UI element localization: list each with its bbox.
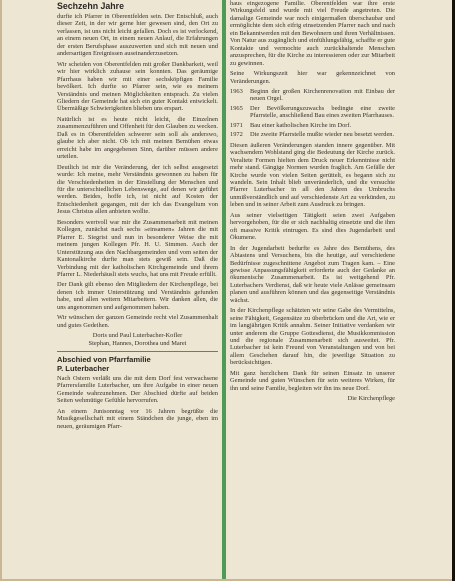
paragraph: Der Dank gilt ebenso den Mitgliedern der Kirchenpflege, bei denen ich immer Unterstützung und Verständnis gefunden habe, und allen weitern Mitarbeitern. Wir danken allen, die uns angenommen und aufgenommen haben. — [57, 281, 218, 311]
timeline-text: Beginn der großen Kirchenrenovation mit Einbau der neuen Orgel. — [250, 87, 395, 103]
paragraph: Diesen äußeren Veränderungen standen innere gegenüber. Mit wachsendem Wohlstand ging die Bedeutung der Kirche zurück. Veraltete Formen hielten dem Druck neuer Erkenntnisse nicht mehr stand. Gängige Normen wurden fraglich. Am Gefälle der Kirche wurde von vielen Seiten gerüttelt, es begann sich zu wandeln. Sein Inhalt blieb unveränderlich, und die versuchte Pfarrer Luterbacher in all den Jahren des Umbruchs unmißverständlich und auf verschiedenste Art zu verkünden, zu leben und in seiner Arbeit zum Ausdruck zu bringen. — [230, 141, 395, 209]
paragraph: Seine Wirkungszeit hier war gekennzeichnet von Veränderungen. — [230, 70, 395, 85]
paragraph: Aus seiner vielseitigen Tätigkeit seien zwei Aufgaben hervorgehoben, für die er sich nachhaltig einsetzte und die ihm oft massive Kritik eintrugen. Es sind dies Jugendarbeit und Ökumene. — [230, 211, 395, 242]
magazine-page — [2, 0, 452, 579]
article-title — [57, 356, 218, 373]
timeline-year: 1965 — [230, 104, 243, 112]
signature-line: Stephan, Hannes, Dorothea und Marei — [88, 339, 187, 347]
timeline-item — [230, 88, 395, 103]
timeline-item — [230, 122, 395, 129]
timeline-year: 1963 — [230, 87, 243, 95]
section-divider — [57, 351, 218, 352]
timeline-list — [230, 88, 395, 139]
left-paragraphs — [57, 13, 218, 329]
timeline-text: Die zweite Pfarrstelle mußte wieder neu besetzt werden. — [250, 131, 395, 139]
paragraph: haus eingezogene Familie. Oberentfelden war ihre erste Wirkungsfeld und wurde mit viel Freude angetreten. Die damalige Gemeinde war noch einigermaßen überschaubar und ermöglichte dem sich eifrig einsetzenden Pfarrer nach und nach ein Bekanntwerden mit den Bewohnern und ihren Verhältnissen. Von Natur aus zugänglich und einfühlungsfähig, schaffte er gute Kontakte und vermochte auch zurückhaltende Menschen anzusprechen, für die Kirche zu interessieren oder zur Mitarbeit zu gewinnen. — [230, 0, 395, 67]
timeline-item — [230, 105, 395, 120]
timeline-text: Der Bevölkerungszuwachs bedingte eine zweite Pfarrstelle, anschließend Bau eines zweiten Pfarrhauses. — [250, 104, 395, 120]
left-column — [57, 0, 218, 579]
kirchenpflege-signature: Die Kirchenpflege — [347, 395, 395, 403]
section-title: Sechzehn Jahre — [57, 1, 124, 11]
paragraph: In der Kirchenpflege schätzten wir seine Gabe des Vermittelns, seine Fähigkeit, Gegensätze zu überbrücken und die Art, wie er im langjährigen Kritik annahm. Seiner Initiative verdanken wir unter anderem die Gruppe Gottesdienst, die Musikkommission und die regionale Zusammenarbeit sich ausweitet. Pfr. Luterbacher ist kein Freund von Veranstaltungen und von bei allem Geschehen darauf hin, die jeweilige Situation zu berücksichtigen. — [230, 307, 395, 367]
paragraph: durfte ich Pfarrer in Oberentfelden sein. Der Entschluß, auch dieser Zeit, in der wir gerne hier gewesen sind, den Ort zu verlassen, ist uns nicht leicht gefallen. Doch es ist verlockend, an einem neuen Ort, in einem neuen Anlauf, die Erfahrungen der ersten Berufsphase auszuwerten und sich mit neuen und andersartigen Ereignissen auseinanderzusetzen. — [57, 13, 218, 58]
green-binding-line — [222, 0, 226, 579]
right-column — [230, 0, 395, 579]
paragraph: Nach Ostern verläßt uns die mit dem Dorf fest verwachsene Pfarrersfamilie Luterbacher, um ihre Aufgabe in einer neuen Gemeinde wahrzunehmen. Der Abschied dürfte auf beiden Seiten wehmütige Gefühle hervorrufen. — [57, 375, 218, 405]
family-signature — [57, 332, 218, 347]
article-title-line: Abschied von Pfarrfamilie — [57, 355, 151, 365]
paragraph: Mit ganz herzlichem Dank für seinen Einsatz in unserer Gemeinde und guten Wünschen für sein weiteres Wirken, für ihn und seine Familie, begleiten wir ihn ins neue Dorf. — [230, 369, 395, 392]
timeline-year: 1971 — [230, 121, 243, 129]
paragraph: An einem Junisonntag vor 16 Jahren begrüßte die Musikgesellschaft mit einem Ständchen die junge, eben im neuen, geräumigen Pfarr- — [57, 407, 218, 430]
article-title-line: P. Luterbacher — [57, 363, 110, 373]
paragraph: Besonders wertvoll war mir die Zusammenarbeit mit meinen Kollegen, zunächst nach sechs »einsamen« Jahren die mit Pfarrer E. Siegrist und nun in besonderer Weise die mit meinem jungen Kollegen Pfr. H. U. Simmen. Auch der Unterstützung aus den Nachbargemeinden und vom seiten der Kantonalkirche durfte man stets gewiß sein. Daß die Verbindung mit der katholischen Kirchgemeinde und ihrem Pfarrer L. Niederhäusli stets wuchs, hat uns mit Freude erfüllt. — [57, 218, 218, 278]
paragraph: Deutlich ist mir die Veränderung, der ich selbst ausgesetzt wurde: Ich meine, mehr Verständnis gewonnen zu haben für die Verschiedenheiten in der Einstellung der Menschen und für die unterschiedlichen Lebenswege, auf denen wir geführt werden. Beides, hoffe ich, ist nicht auf Kosten der Entschiedenheit gegangen, mit der ich das Evangelium von Jesus Christus allen anbieten wollte. — [57, 163, 218, 216]
timeline-text: Bau einer katholischen Kirche im Dorf. — [250, 121, 352, 129]
paragraph: Wir wünschen der ganzen Gemeinde recht viel Zusammenhalt und gutes Gedeihen. — [57, 314, 218, 329]
paragraph: Natürlich ist es heute nicht leicht, die Einzelnen zusammenzuführen und Offenheit für den Glauben zu wecken. Daß es in Oberentfelden schwerer sein soll als anderswo, glaube ich aber nicht. Ob ich mit meinen Bemühen etwas erreicht habe im angegebenen Sinn, darüber müssen andere urteilen. — [57, 115, 218, 161]
paragraph: Wir scheiden von Oberentfelden mit großer Dankbarkeit, weil wir hier wirklich zuhause sein konnten. Das geräumige Pfarrhaus haben wir mit einer sechsköpfigen Familie bevölkert. Ich durfte so Pfarrer sein, wie es meinem Verständnis und meinen Möglichkeiten entsprach. Zu vielen Gliedern der Gemeinde hat sich ein guter Kontakt entwickelt. Übermäßige Schwierigkeiten blieben uns erspart. — [57, 60, 218, 113]
timeline-item — [230, 131, 395, 138]
timeline-year: 1972 — [230, 131, 243, 139]
signature-line: Doris und Paul Luterbacher-Kofler — [92, 332, 183, 340]
paragraph: In der Jugendarbeit bedurfte es Jahre des Bemühens, des Abtastens und Versuchens, bis die heutige, auf verschiedene Bedürfnisse zugeschnittene Angebot zum Tragen kam. – Eine gewisse Anpassungsfähigkeit erforderte auch der Gedanke an ökumenische Zusammenarbeit. Es ist weitgehend Pfr. Luterbachers Verdienst, daß wir heute viele Anlässe gemeinsam planen und ausführen können und das gegenseitige Verständnis wächst. — [230, 244, 395, 304]
